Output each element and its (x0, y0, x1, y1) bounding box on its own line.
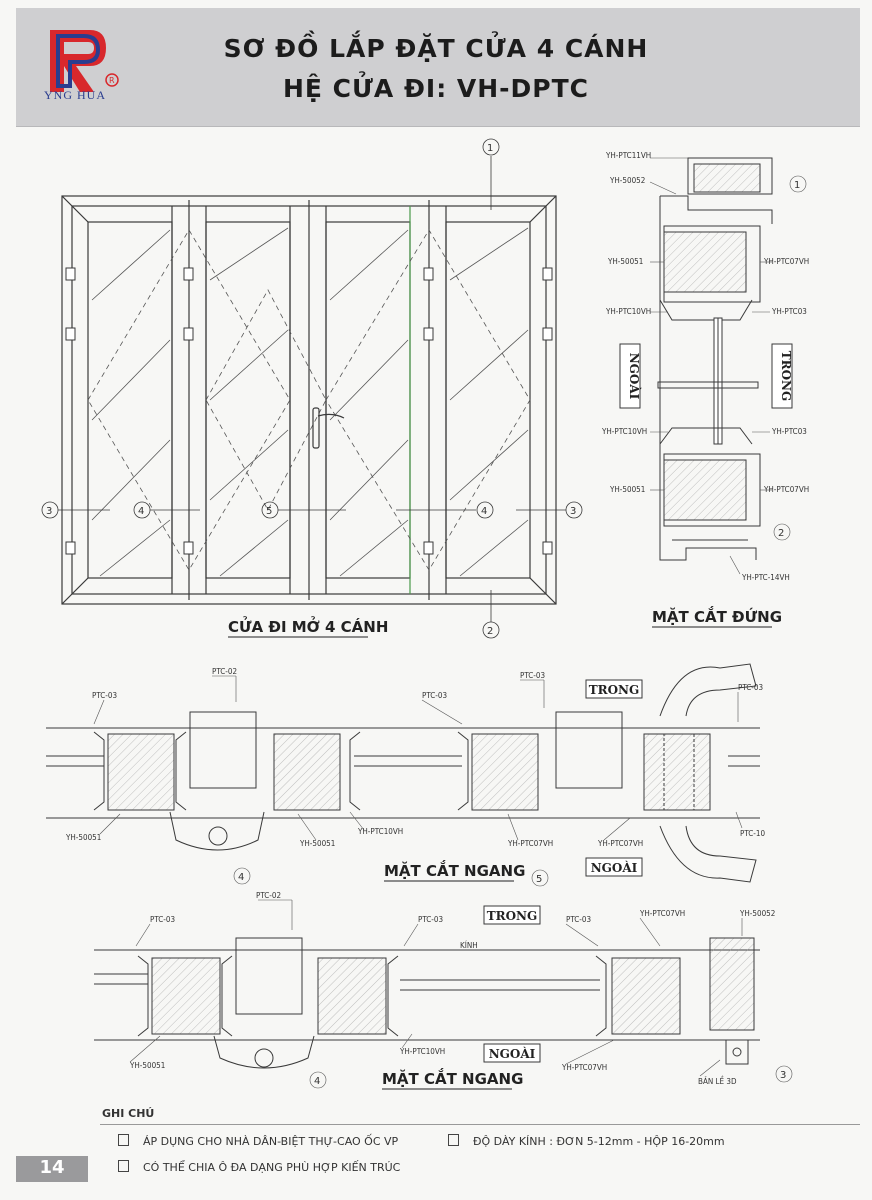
callout-4-right: 4 (481, 506, 488, 517)
notes-title: GHI CHÚ (102, 1107, 155, 1120)
hs2-label-ban-le-3d: BẢN LỀ 3D (698, 1077, 737, 1086)
label-yh-50052: YH-50052 (610, 176, 646, 185)
hs1-label-ptc-03-c: PTC-03 (520, 671, 546, 680)
label-yh-50051-bottom: YH-50051 (610, 485, 646, 494)
label-yh-ptc03-top: YH-PTC03 (772, 307, 807, 316)
horizontal-section-1 (46, 664, 760, 882)
page-title-line-2: HỆ CỬA ĐI: VH-DPTC (282, 74, 590, 103)
page-number: 14 (39, 1157, 65, 1178)
label-yh-50051-top: YH-50051 (608, 257, 644, 266)
hs1-outside-tag: NGOÀI (590, 861, 638, 875)
hs2-label-yh-ptc10vh: YH-PTC10VH (400, 1047, 446, 1056)
vsec-callout-1: 1 (794, 180, 801, 191)
note-text-3: CÓ THỂ CHIA Ô ĐA DẠNG PHÙ HỢP KIẾN TRÚC (143, 1161, 401, 1174)
hs2-labels (129, 891, 786, 1087)
hs2-label-ptc-02: PTC-02 (256, 891, 282, 900)
note-text-1: ÁP DỤNG CHO NHÀ DÂN-BIỆT THỰ-CAO ỐC VP (143, 1135, 399, 1148)
note-item-3 (118, 1160, 400, 1174)
hs1-label-yh-50051-b: YH-50051 (300, 839, 336, 848)
label-yh-ptc10vh-bottom: YH-PTC10VH (602, 427, 648, 436)
hs2-label-yh-50051: YH-50051 (130, 1061, 166, 1070)
label-yh-ptc07vh-top: YH-PTC07VH (764, 257, 810, 266)
note-item-2 (448, 1134, 725, 1148)
page-title-line-1: SƠ ĐỒ LẮP ĐẶT CỬA 4 CÁNH (223, 34, 649, 63)
hs2-label-ptc-03-a: PTC-03 (150, 915, 176, 924)
label-yh-ptc10vh-top: YH-PTC10VH (606, 307, 652, 316)
hs2-leaders (130, 900, 792, 1088)
label-yh-ptc11vh: YH-PTC11VH (606, 151, 652, 160)
header-band (16, 8, 860, 127)
checkbox-icon (118, 1134, 129, 1146)
hs2-caption: MẶT CẮT NGANG (382, 1070, 524, 1088)
logo-text: YNG HUA (44, 88, 106, 102)
hs2-label-yh-50052: YH-50052 (740, 909, 776, 918)
hs1-label-ptc-03-b: PTC-03 (422, 691, 448, 700)
vertical-section (658, 158, 772, 560)
hs1-label-ptc-03-d: PTC-03 (738, 683, 764, 692)
svg-text:R: R (109, 76, 115, 85)
elevation-callout-labels (46, 143, 576, 637)
callout-4-left: 4 (138, 506, 145, 517)
hs1-label-yh-ptc07vh-b: YH-PTC07VH (598, 839, 644, 848)
hs1-label-ptc-02: PTC-02 (212, 667, 238, 676)
hs1-callout-4: 4 (238, 872, 245, 883)
notes-section (0, 1100, 872, 1200)
label-yh-ptc07vh-bottom: YH-PTC07VH (764, 485, 810, 494)
installation-drawing (0, 126, 872, 1101)
hs2-outside-tag: NGOÀI (488, 1047, 536, 1061)
door-handle-icon (313, 408, 344, 448)
hs2-label-ptc-03-c: PTC-03 (566, 915, 592, 924)
callout-1: 1 (487, 143, 494, 154)
hs2-label-kinh: KÍNH (460, 941, 478, 950)
callout-3-right: 3 (570, 506, 577, 517)
hs2-label-yh-ptc07vh-bottom: YH-PTC07VH (562, 1063, 608, 1072)
notes-divider (100, 1124, 860, 1125)
inside-tag: TRONG (779, 350, 793, 402)
hs2-callout-3: 3 (780, 1070, 787, 1081)
hs1-label-yh-50051-a: YH-50051 (66, 833, 102, 842)
door-elevation (62, 196, 556, 604)
elevation-caption: CỬA ĐI MỞ 4 CÁNH (228, 618, 389, 636)
vsec-callout-2: 2 (778, 528, 785, 539)
hs1-label-yh-ptc10vh: YH-PTC10VH (358, 827, 404, 836)
hs2-label-yh-ptc07vh-top: YH-PTC07VH (640, 909, 686, 918)
hs1-caption: MẶT CẮT NGANG (384, 862, 526, 880)
hs1-inside-tag: TRONG (588, 683, 640, 697)
vertical-section-caption: MẶT CẮT ĐỨNG (652, 608, 783, 626)
outside-tag: NGOÀI (627, 352, 641, 400)
callout-5: 5 (266, 506, 273, 517)
callout-3-left: 3 (46, 506, 53, 517)
hs1-callout-5: 5 (536, 874, 543, 885)
note-item-1 (118, 1134, 398, 1148)
hs1-label-yh-ptc07vh-a: YH-PTC07VH (508, 839, 554, 848)
checkbox-icon (448, 1134, 459, 1146)
callout-2: 2 (487, 626, 494, 637)
hs2-inside-tag: TRONG (486, 909, 538, 923)
hs1-label-ptc-10: PTC-10 (740, 829, 766, 838)
label-yh-ptc03-bottom: YH-PTC03 (772, 427, 807, 436)
hs1-label-ptc-03-a: PTC-03 (92, 691, 118, 700)
glass-reflections (92, 228, 528, 576)
label-yh-ptc-14vh: YH-PTC-14VH (742, 573, 790, 582)
note-text-2: ĐỘ DÀY KÍNH : ĐƠN 5-12mm - HỘP 16-20mm (473, 1135, 725, 1148)
hs2-callout-4: 4 (314, 1076, 321, 1087)
hs2-label-ptc-03-b: PTC-03 (418, 915, 444, 924)
checkbox-icon (118, 1160, 129, 1172)
